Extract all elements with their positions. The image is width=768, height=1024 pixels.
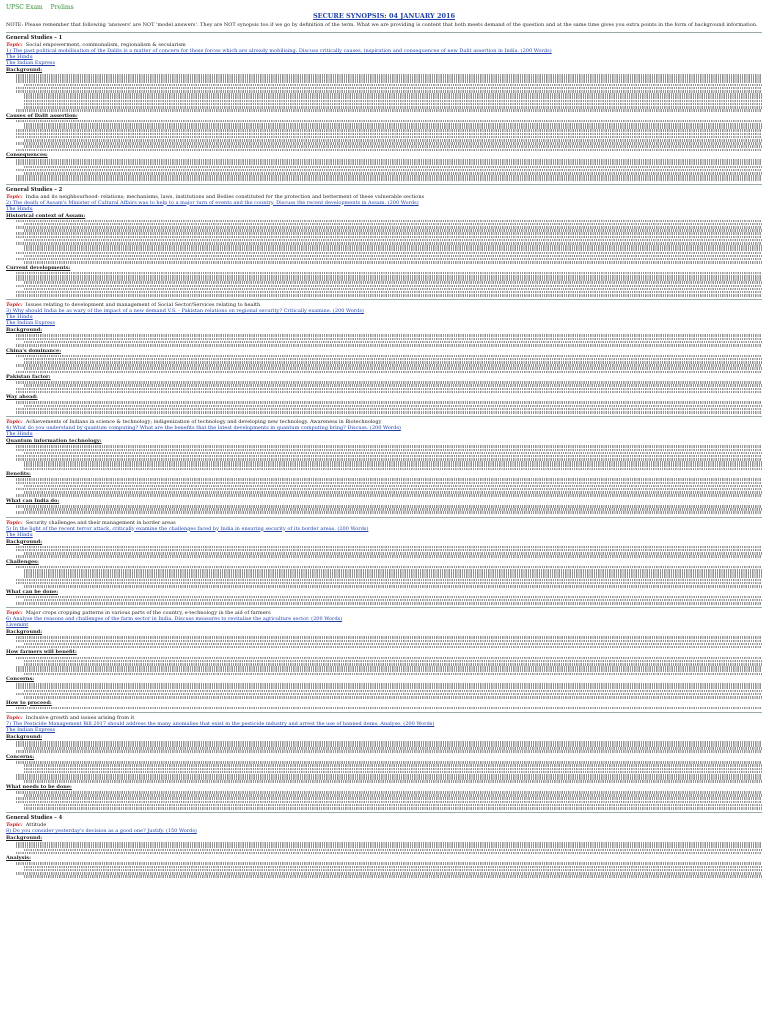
paper-heading: General Studies – 1 [6,35,63,41]
text-line [24,807,762,810]
source-link[interactable]: Livemint [6,622,29,629]
subheading: Current developments: [6,264,71,271]
question-section [6,182,762,298]
question-link[interactable]: 8) Do you consider yesterday's decision as a good one? Justify. (150 Words) [6,828,197,835]
text-line [16,371,762,374]
question-link[interactable]: 6) Analyse the reasons and challenges of the farm sector in India. Discuss measures to revitalise the agriculture sector. (200 Words) [6,616,343,623]
text-line [24,585,762,588]
section-divider [6,812,762,813]
subheading: Historical context of Assam: [6,212,86,219]
text-line [16,411,762,414]
body-text-block [6,636,762,648]
section-divider [6,712,762,713]
question-section [6,710,762,810]
topic-label: Topic: [6,610,23,617]
section-divider [6,184,762,185]
body-text-block [6,478,762,497]
section-divider [6,517,762,518]
source-link[interactable]: The Indian Express [6,320,56,327]
text-line [16,555,762,558]
question-link[interactable]: 4) What do you understand by quantum computing? What are the benefits that the latest developments in quantum computing bring? Discuss. (200 Words) [6,425,401,432]
topic-label: Topic: [6,42,23,48]
header-tags [6,4,762,12]
subheading: Pakistan factor: [6,374,51,381]
body-text-block [6,791,762,810]
section-divider [6,32,762,33]
question-section [6,515,762,606]
body-text-block [6,220,762,264]
text-line [16,646,762,649]
subheading: Consequences: [6,152,48,159]
header-tag[interactable]: Prelims [50,4,74,11]
subheading: China's dominance: [6,347,62,354]
body-text-block [6,842,762,854]
source-link[interactable]: The Hindu [6,54,33,60]
body-text-block [6,862,762,877]
text-line [24,780,762,783]
document-title: SECURE SYNOPSIS: 04 JANUARY 2016 [312,12,456,20]
source-link[interactable]: The Hindu [6,314,33,321]
body-text-block [6,546,762,558]
body-text-block [6,707,762,710]
text-line [16,391,762,394]
header-tag[interactable]: UPSC Exam [6,4,43,11]
source-link[interactable]: The Hindu [6,531,33,538]
text-line [16,852,762,855]
subheading: Background: [6,538,43,545]
subheading: How farmers will benefit: [6,649,77,656]
source-link[interactable]: The Indian Express [6,60,56,66]
paper-heading: General Studies – 4 [6,815,63,822]
question-section [6,297,762,414]
text-line [16,109,762,112]
body-text-block [6,334,762,346]
text-line [16,511,762,514]
paper-heading: General Studies – 2 [6,186,63,193]
body-text-block [6,683,762,698]
text-line [24,875,762,878]
body-text-block [6,401,762,413]
section-divider [6,416,762,417]
body-text-block [6,74,762,112]
subheading: Challenges: [6,558,39,565]
topic-text: Inclusive growth and issues arising from it [25,714,135,721]
topic-label: Topic: [6,714,23,721]
text-line [16,178,762,181]
subheading: Quantum information technology: [6,438,102,445]
subheading: Concerns: [6,676,35,683]
subheading: Background: [6,67,43,73]
question-link[interactable]: 7) The Pesticide Management Bill 2017 should address the many anomalies that exist in the pesticide industry and arrest the use of banned items. Analyse. (200 Words) [6,720,435,727]
body-text-block [6,120,762,151]
topic-text: Achievements of Indians in science & technology; indigenization of technology and developing new technology. Awareness in Biotechnology [25,419,382,426]
text-line [16,344,762,347]
intro-note: NOTE: Please remember that following 'answers' are NOT 'model answers'. They are NOT synopsis too if we go by definition of the term. What we are providing is content that both meets demand of the question and at the same time gives you extra points in the form of background information. [6,22,758,28]
subheading: Background: [6,629,43,636]
question-section [6,605,762,710]
topic-text: Attitude [25,822,47,829]
subheading: What needs to be done: [6,783,72,790]
topic-label: Topic: [6,519,23,526]
subheading: What can India do: [6,497,60,504]
body-text-block [6,445,762,470]
text-line [24,673,762,676]
question-link[interactable]: 2) The death of Assam's Minister of Cultural Affairs was to help to a major turn of events and the country. Discuss the recent developments in Assam. (200 Words) [6,199,419,206]
topic-text: Major crops cropping patterns in various parts of the country, e-technology in the aid of farmers [25,610,271,617]
question-section [6,414,762,514]
source-link[interactable]: The Indian Express [6,726,56,733]
subheading: Concerns: [6,754,35,761]
subheading: Way ahead: [6,394,38,401]
text-line [16,494,762,497]
body-text-block [6,657,762,676]
subheading: Causes of Dalit assertion: [6,112,78,119]
section-divider [6,299,762,300]
source-link[interactable]: The Hindu [6,205,33,212]
text-line [16,707,762,710]
body-text-block [6,596,762,605]
question-link[interactable]: 3) Why should India be as wary of the impact of a new demand V.S. - Pakistan relations on regional security? Critically examine. (200 Words) [6,308,364,315]
text-line [16,602,762,605]
subheading: Background: [6,835,43,842]
subheading: Benefits: [6,471,31,478]
subheading: Analysis: [6,855,31,862]
topic-text: India and its neighbourhood- relations; mechanisms, laws, institutions and Bodies constituted for the protection and betterment of these vulnerable sections [25,193,425,200]
subheading: Background: [6,733,43,740]
text-line [24,696,762,699]
body-text-block [6,272,762,297]
topic-label: Topic: [6,302,23,309]
question-link[interactable]: 5) In the light of the recent terror attack, critically examine the challenges faced by India in ensuring security of its border areas. (200 Words) [6,525,369,532]
body-text-block [6,505,762,514]
text-line [16,294,762,297]
subheading: Background: [6,327,43,334]
body-text-block [6,761,762,783]
body-text-block [6,741,762,753]
topic-text: Issues relating to development and management of Social Sector/Services relating to health [25,302,261,309]
topic-text: Security challenges and their management in border areas [25,519,176,526]
text-line [24,261,762,264]
subheading: How to proceed: [6,699,52,706]
body-text-block [6,159,762,181]
topic-label: Topic: [6,822,23,829]
subheading: What can be done: [6,588,59,595]
question-section [6,30,762,182]
body-text-block [6,566,762,588]
topic-label: Topic: [6,193,23,200]
body-text-block [6,355,762,374]
text-line [16,750,762,753]
topic-label: Topic: [6,419,23,426]
topic-text: Social empowerment, communalism, regionalism & secularism [25,42,186,48]
text-line [16,149,762,152]
synopsis-sections [6,30,762,878]
body-text-block [6,381,762,393]
question-link[interactable]: 1) The past political mobilisation of the Dalits is a matter of concern for these forces which are already mobilising. Discuss critically causes, inspiration and consequences of new Dalit assertion in India. (200 Words) [6,48,552,54]
question-section [6,810,762,878]
text-line [24,468,762,471]
section-divider [6,607,762,608]
source-link[interactable]: The Hindu [6,431,33,438]
